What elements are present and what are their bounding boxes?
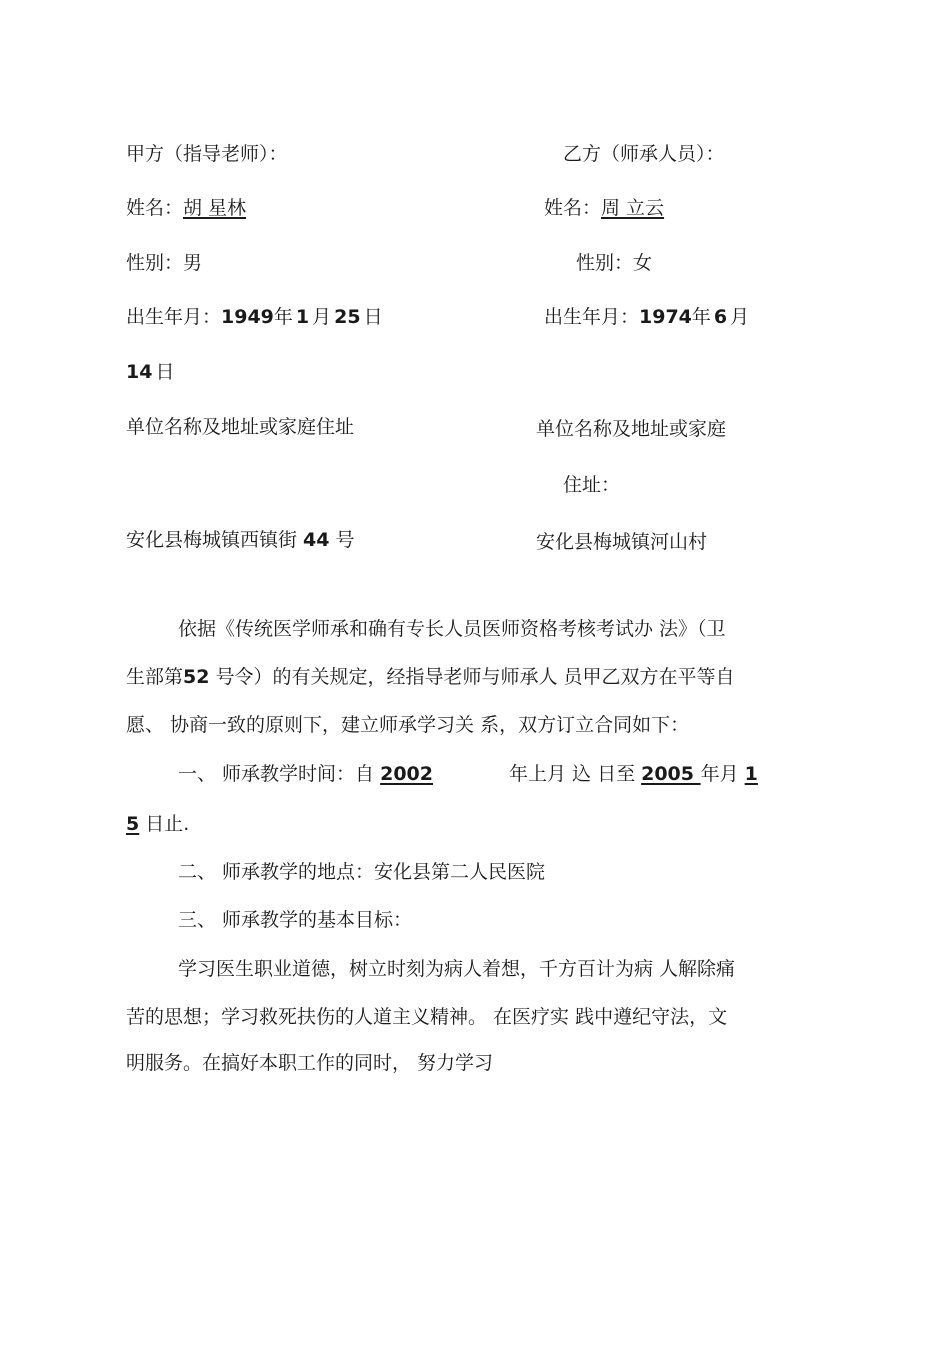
item-1-day-part1: 1 [744, 763, 758, 785]
party-b-birth-year: 1974 [639, 306, 692, 328]
party-a-name-row [126, 199, 246, 218]
decree-number: 52 [183, 666, 210, 688]
item-1-day-part2: 5 [126, 813, 140, 835]
party-a-birth-month: 1 [295, 306, 310, 328]
intro-line-1: 依据《传统医学师承和确有专长人员医师资格考核考试办 法》（卫 [178, 618, 726, 640]
party-a-birth-label: 出生年月： [126, 306, 222, 328]
party-b-heading: 乙方（师承人员）： [563, 143, 725, 165]
party-a-address-number: 44 [303, 529, 330, 551]
party-a-gender-row [126, 254, 202, 273]
goal-line-3: 明服务。在搞好本职工作的同时， 努力学习 [126, 1052, 494, 1074]
party-b-birth-row [544, 308, 749, 327]
party-a-name-value: 胡 星林 [183, 197, 247, 219]
goal-line-1: 学习医生职业道德，树立时刻为病人着想，千方百计为病 人解除痛 [178, 958, 736, 980]
intro-line-2-start: 生部第 [126, 666, 184, 688]
party-a-gender-value: 男 [183, 252, 203, 274]
item-1-prefix: 一、 师承教学时间：自 [178, 763, 381, 785]
party-a-birth-row [126, 308, 383, 327]
intro-line-3: 愿、 协商一致的原则下，建立师承学习关 系，双方订立合同如下： [126, 714, 690, 736]
party-b-gender-value: 女 [633, 252, 653, 274]
item-1-suffix: 日止. [139, 813, 190, 835]
item-1-start-year: 2002 [380, 763, 433, 785]
party-b-address-value: 安化县梅城镇河山村 [536, 531, 708, 553]
party-a-birth-month-unit: 月 [312, 306, 332, 328]
party-b-birth-month: 6 [713, 306, 728, 328]
item-3: 三、 师承教学的基本目标： [178, 909, 413, 931]
party-b-gender-label: 性别： [576, 252, 634, 274]
party-a-gender-label: 性别： [126, 252, 184, 274]
intro-line-2 [126, 668, 735, 687]
party-a-name-label: 姓名： [126, 197, 184, 219]
item-1-end-year: 2005 [641, 763, 701, 785]
party-a-address-suffix: 号 [329, 529, 355, 551]
party-b-address-label-cont: 住址： [563, 474, 621, 496]
item-1-month-unit: 年月 [700, 763, 745, 785]
goal-line-2: 苦的思想；学习救死扶伤的人道主义精神。 在医疗实 践中遵纪守法，文 [126, 1006, 728, 1028]
party-a-address-label: 单位名称及地址或家庭住址 [126, 416, 355, 438]
party-b-birth-day-row [126, 363, 174, 382]
item-1-continuation [126, 815, 189, 834]
party-a-birth-day-unit: 日 [363, 306, 383, 328]
item-2: 二、 师承教学的地点：安化县第二人民医院 [178, 861, 546, 883]
party-b-address-label: 单位名称及地址或家庭 [536, 418, 727, 440]
item-1-line [178, 765, 758, 784]
party-a-address-row [126, 531, 355, 550]
party-b-birth-year-unit: 年 [691, 306, 711, 328]
item-1-middle: 年上月 込 日至 [508, 763, 642, 785]
party-a-birth-year-unit: 年 [273, 306, 293, 328]
party-a-heading: 甲方（指导老师）： [126, 143, 288, 165]
party-b-name-value: 周 立云 [601, 197, 665, 219]
party-a-address-value: 安化县梅城镇西镇街 [126, 529, 304, 551]
party-b-gender-row [576, 254, 652, 273]
intro-line-2-end: 号令）的有关规定，经指导老师与师承人 员甲乙双方在平等自 [209, 666, 735, 688]
party-b-name-label: 姓名： [544, 197, 602, 219]
party-b-birth-month-unit: 月 [730, 306, 750, 328]
party-a-birth-year: 1949 [221, 306, 274, 328]
party-b-birth-label: 出生年月： [544, 306, 640, 328]
party-a-birth-day: 25 [334, 306, 361, 328]
party-b-name-row [544, 199, 664, 218]
party-b-birth-day: 14 [126, 361, 153, 383]
party-b-birth-day-unit: 日 [155, 361, 175, 383]
